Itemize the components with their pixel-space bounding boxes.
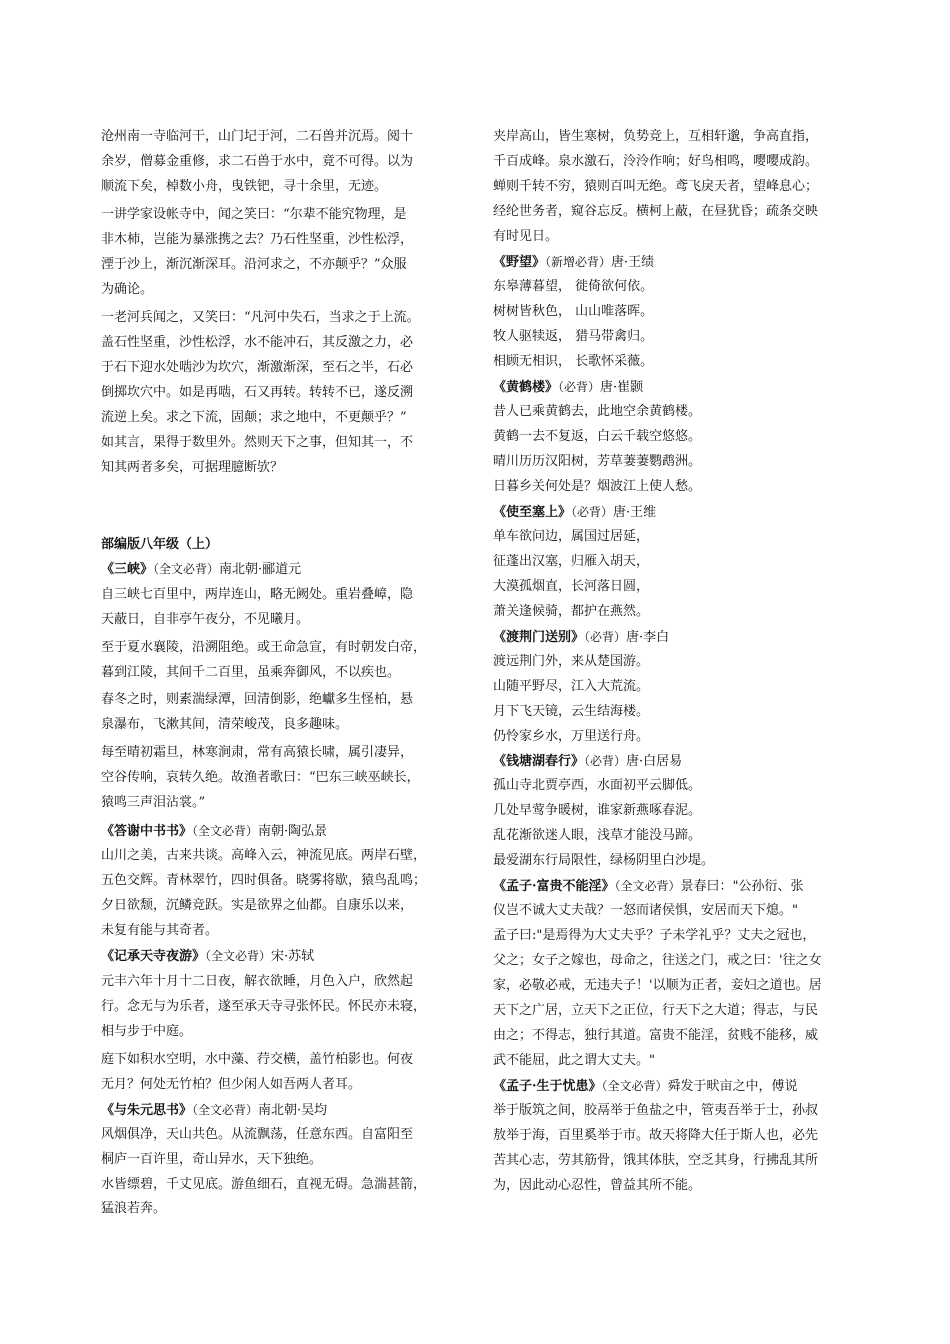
text-line: 蝉则千转不穷，猿则百叫无绝。鸢飞戾天者，望峰息心； [493,179,819,194]
text-line: 相与步于中庭。 [101,1024,193,1039]
text-line: 暮到江陵，其间千二百里，虽乘奔御风，不以疾也。 [101,665,401,680]
text-line: 大漠孤烟直，长河落日圆， [493,579,650,594]
text-line: 为确论。 [101,282,154,297]
text-line: 元丰六年十月十二日夜，解衣欲睡，月色入户，欣然起 [101,974,414,989]
poem-title: 《野望》 [493,255,546,270]
poem-title: 《使至塞上》 [493,505,572,520]
text-line: 流逆上矣。求之下流，固颠；求之地中，不更颠乎？” [101,410,407,425]
text-line: 昔人已乘黄鹤去，此地空余黄鹤楼。 [493,404,702,419]
text-line: 景春曰："公孙衍、张 [680,879,804,894]
poem-author: 唐·白居易 [626,754,683,769]
poem-note: （全文必背） [601,1079,668,1093]
poem-title: 《渡荆门送别》 [493,630,585,645]
poem-heading [493,753,682,769]
text-line: 相顾无相识， 长歌怀采薇。 [493,354,654,369]
text-line: 苦其心志，劳其筋骨，饿其体肤，空乏其身，行拂乱其所 [493,1153,819,1168]
poem-title: 《黄鹤楼》 [493,380,559,395]
text-line: 如其言，果得于数里外。然则天下之事，但知其一，不 [101,435,414,450]
text-line: 顺流下矣，棹数小舟，曳铁钯，寻十余里，无迹。 [101,179,388,194]
text-line: 沧州南一寺临河干，山门圮于河，二石兽并沉焉。阅十 [101,129,414,144]
text-line: 千百成峰。泉水激石，泠泠作响；好鸟相鸣，嘤嘤成韵。 [493,154,819,169]
poem-author: 唐·王绩 [611,255,655,270]
text-line: 举于版筑之间，胶鬲举于鱼盐之中，管夷吾举于士，孙叔 [493,1103,819,1118]
poem-author: 南北朝·吴均 [258,1103,328,1118]
poem-heading [101,823,327,839]
text-line: 山随平野尽，江入大荒流。 [493,679,650,694]
text-line: 湮于沙上，渐沉渐深耳。沿河求之，不亦颠乎？”众服 [101,257,407,272]
text-line: 征蓬出汉塞，归雁入胡天， [493,554,650,569]
text-line: 至于夏水襄陵，沿溯阻绝。或王命急宣，有时朝发白帝， [101,640,427,655]
text-line: 一讲学家设帐寺中，闻之笑曰：“尔辈不能究物理，是 [101,207,407,222]
poem-title: 《孟子·生于忧患》 [493,1079,602,1094]
poem-heading [493,379,643,395]
text-line: 空谷传响，哀转久绝。故渔者歌曰：“巴东三峡巫峡长， [101,770,420,785]
text-line: 黄鹤一去不复返，白云千载空悠悠。 [493,429,702,444]
text-line: 仍怜家乡水，万里送行舟。 [493,729,650,744]
text-line: 自三峡七百里中，两岸连山，略无阙处。重岩叠嶂，隐 [101,587,414,602]
poem-heading [493,504,656,520]
text-line: 有时见日。 [493,229,559,244]
text-line: 渡远荆门外，来从楚国游。 [493,654,650,669]
text-line: 盖石性坚重，沙性松浮，水不能冲石，其反激之力，必 [101,335,414,350]
text-line: 晴川历历汉阳树，芳草萋萋鹦鹉洲。 [493,454,702,469]
text-line: 行。念无与为乐者，遂至承天寺寻张怀民。怀民亦未寝， [101,999,427,1014]
poem-title: 《答谢中书书》 [101,824,193,839]
section-heading: 部编版八年级（上） [101,537,219,552]
poem-author: 南北朝·郦道元 [219,562,302,577]
poem-note: （全文必背） [153,562,220,576]
poem-note: （必背） [584,630,627,644]
poem-heading [493,254,654,270]
text-line: 知其两者多矣，可据理臆断欤？ [101,460,284,475]
text-line: 春冬之时，则素湍绿潭，回清倒影，绝巘多生怪柏，悬 [101,692,414,707]
text-line: 仪岂不诚大丈夫哉？一怒而诸侯惧，安居而天下熄。" [493,903,798,918]
text-line: 倒掷坎穴中。如是再啮，石又再转。转转不已，遂反溯 [101,385,414,400]
poem-note: （全文必背） [614,879,681,893]
poem-note: （必背） [558,380,601,394]
poem-author: 唐·崔颢 [600,380,644,395]
text-line: 水皆缥碧，千丈见底。游鱼细石，直视无碍。急湍甚箭， [101,1177,427,1192]
poem-heading [493,1078,798,1094]
text-line: 猛浪若奔。 [101,1201,167,1216]
poem-author: 唐·王维 [613,505,657,520]
poem-heading [101,561,301,577]
text-line: 天下之广居，立天下之正位，行天下之大道；得志，与民 [493,1003,819,1018]
text-line: 经纶世务者，窥谷忘反。横柯上蔽，在昼犹昏；疏条交映 [493,204,819,219]
text-line: 非木杮，岂能为暴涨携之去？乃石性坚重，沙性松浮， [101,232,414,247]
text-line: 为，因此动心忍性，曾益其所不能。 [493,1178,702,1193]
text-line: 几处早莺争暖树，谁家新燕啄春泥。 [493,803,702,818]
text-line: 萧关逢候骑，都护在燕然。 [493,604,650,619]
text-line: 夹岸高山，皆生寒树，负势竞上，互相轩邈，争高直指， [493,129,819,144]
text-line: 孤山寺北贾亭西，水面初平云脚低。 [493,778,702,793]
poem-heading [493,878,804,894]
text-line: 于石下迎水处啮沙为坎穴，渐激渐深，至石之半，石必 [101,360,414,375]
poem-title: 《与朱元思书》 [101,1103,193,1118]
text-line: 父之；女子之嫁也，母命之，往送之门，戒之曰：'往之女 [493,953,822,968]
text-line: 月下飞天镜，云生结海楼。 [493,704,650,719]
text-line: 天蔽日，自非亭午夜分，不见曦月。 [101,612,310,627]
text-line: 牧人驱犊返， 猎马带禽归。 [493,329,654,344]
text-line: 乱花渐欲迷人眼，浅草才能没马蹄。 [493,828,702,843]
poem-author: 宋·苏轼 [271,949,315,964]
poem-title: 《记承天寺夜游》 [101,949,206,964]
text-line: 五色交辉。青林翠竹，四时俱备。晓雾将歇，猿鸟乱鸣； [101,873,427,888]
poem-title: 《三峡》 [101,562,154,577]
poem-note: （新增必背） [545,255,612,269]
poem-note: （必背） [571,505,614,519]
text-line: 单车欲问边，属国过居延， [493,529,650,544]
text-line: 由之；不得志，独行其道。富贵不能淫，贫贱不能移，威 [493,1028,819,1043]
poem-note: （全文必背） [205,949,272,963]
poem-note: （必背） [584,754,627,768]
poem-heading [493,629,669,645]
text-line: 最爱湖东行局限性，绿杨阴里白沙堤。 [493,853,715,868]
text-line: 敖举于海，百里奚举于市。故天将降大任于斯人也，必先 [493,1128,819,1143]
text-line: 桐庐一百许里，奇山异水，天下独绝。 [101,1152,323,1167]
poem-title: 《孟子·富贵不能淫》 [493,879,615,894]
poem-author: 南朝·陶弘景 [258,824,328,839]
text-line: 夕日欲颓，沉鳞竞跃。实是欲界之仙都。自康乐以来， [101,898,414,913]
text-line: 日暮乡关何处是？烟波江上使人愁。 [493,479,702,494]
text-line: 家，必敬必戒，无违夫子！'以顺为正者，妾妇之道也。居 [493,978,822,993]
text-line: 武不能屈，此之谓大丈夫。" [493,1053,655,1068]
text-line: 泉瀑布，飞漱其间，清荣峻茂，良多趣味。 [101,717,349,732]
text-line: 舜发于畎亩之中，傅说 [667,1079,798,1094]
text-line: 风烟俱净，天山共色。从流飘荡，任意东西。自富阳至 [101,1127,414,1142]
poem-heading [101,948,314,964]
text-line: 每至晴初霜旦，林寒涧肃，常有高猿长啸，属引凄异， [101,745,414,760]
text-line: 东皋薄暮望， 徙倚欲何依。 [493,279,654,294]
text-line: 未复有能与其奇者。 [101,923,219,938]
text-line: 庭下如积水空明，水中藻、荇交横，盖竹柏影也。何夜 [101,1052,414,1067]
text-line: 山川之美，古来共谈。高峰入云，神流见底。两岸石壁， [101,848,427,863]
text-line: 余岁，僧募金重修，求二石兽于水中，竟不可得。以为 [101,154,414,169]
poem-note: （全文必背） [192,824,259,838]
text-line: 猿鸣三声泪沾裳。” [101,795,206,810]
poem-heading [101,1102,327,1118]
text-line: 树树皆秋色， 山山唯落晖。 [493,304,654,319]
poem-note: （全文必背） [192,1103,259,1117]
poem-title: 《钱塘湖春行》 [493,754,585,769]
poem-author: 唐·李白 [626,630,670,645]
text-line: 孟子曰:"是焉得为大丈夫乎？子未学礼乎？丈夫之冠也， [493,928,816,943]
text-line: 无月？何处无竹柏？但少闲人如吾两人者耳。 [101,1077,362,1092]
text-line: 一老河兵闻之，又笑曰：“凡河中失石，当求之于上流。 [101,310,420,325]
